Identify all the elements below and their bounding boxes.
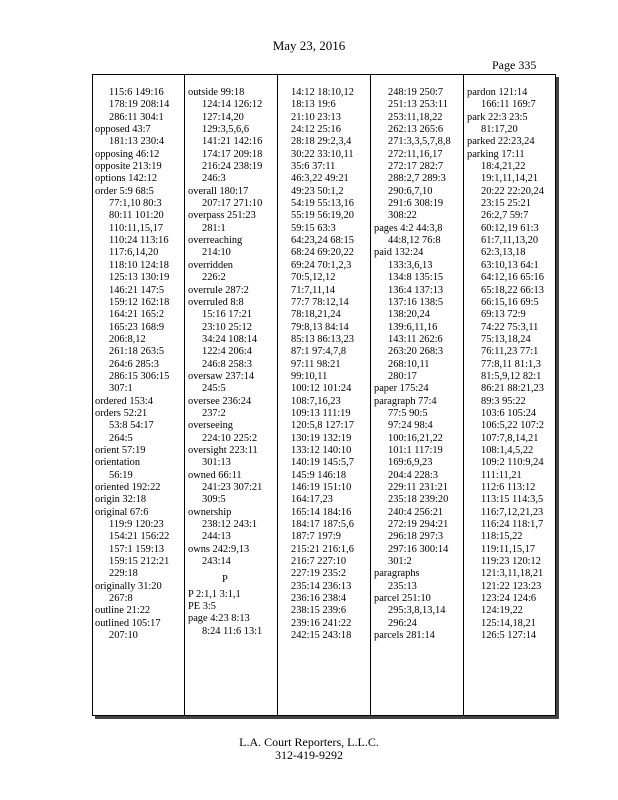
index-term-line: overruled 8:8: [188, 296, 244, 308]
index-term-line: outline 21:22: [95, 605, 151, 617]
index-reference-line: 97:24 98:4: [388, 420, 433, 432]
index-term-line: owns 242:9,13: [188, 543, 250, 555]
index-reference-line: 286:11 304:1: [109, 111, 164, 123]
index-reference-line: 246:8 258:3: [202, 358, 252, 370]
index-term-line: 71:7,11,14: [291, 284, 336, 296]
index-reference-line: 272:17 282:7: [388, 161, 444, 173]
index-term-line: 87:1 97:4,7,8: [291, 346, 347, 358]
index-reference-line: 263:20 268:3: [388, 346, 444, 358]
index-reference-line: 237:2: [202, 407, 226, 419]
index-reference-line: 77:5 90:5: [388, 407, 428, 419]
page-number: Page 335: [492, 58, 537, 72]
index-reference-line: 34:24 108:14: [202, 333, 258, 345]
index-reference-line: 112:6 113:12: [481, 482, 536, 493]
index-term-line: orientation: [95, 457, 141, 469]
index-reference-line: 133:3,6,13: [388, 259, 433, 271]
index-term-line: options 142:12: [95, 173, 158, 185]
index-term-line: 77:7 78:12,14: [291, 296, 349, 308]
index-reference-line: 119:11,15,17: [481, 543, 536, 555]
index-term-line: paid 132:24: [374, 247, 424, 259]
index-reference-line: 60:12,19 61:3: [481, 222, 539, 234]
index-term-line: origin 32:18: [95, 494, 147, 506]
index-reference-line: 89:3 95:22: [481, 395, 526, 407]
index-reference-line: 116:7,12,21,23: [481, 506, 544, 518]
index-reference-line: 74:22 75:3,11: [481, 321, 539, 333]
index-term-line: pages 4:2 44:3,8: [374, 222, 443, 234]
index-term-line: 227:19 235:2: [291, 568, 347, 580]
index-term-line: parking 17:11: [467, 148, 525, 160]
index-reference-line: 115:6 149:16: [109, 87, 164, 98]
index-term-line: 145:9 146:18: [291, 469, 347, 481]
index-term-line: 236:16 238:4: [291, 593, 347, 605]
index-term-line: 187:7 197:9: [291, 531, 341, 543]
index-reference-line: 207:17 271:10: [202, 198, 263, 210]
index-reference-line: 18:4,21,22: [481, 161, 526, 173]
index-reference-line: 244:13: [202, 531, 231, 543]
index-reference-line: 8:24 11:6 13:1: [202, 625, 263, 637]
index-reference-line: 290:6,7,10: [388, 185, 433, 197]
index-reference-line: 286:15 306:15: [109, 370, 170, 382]
index-reference-line: 53:8 54:17: [109, 420, 154, 432]
index-reference-line: 309:5: [202, 494, 226, 506]
index-reference-line: 129:3,5,6,6: [202, 124, 250, 136]
index-term-line: PE 3:5: [188, 601, 217, 613]
index-reference-line: 134:8 135:15: [388, 272, 444, 284]
index-reference-line: 141:21 142:16: [202, 136, 263, 148]
index-reference-line: 264:5: [109, 432, 133, 444]
index-term-line: 238:15 239:6: [291, 605, 347, 617]
index-reference-line: 262:13 265:6: [388, 124, 444, 136]
index-reference-line: 124:19,22: [481, 605, 523, 617]
index-term-line: 239:16 241:22: [291, 617, 352, 629]
index-term-line: 69:24 70:1,2,3: [291, 259, 352, 271]
index-reference-line: 26:2,7 59:7: [481, 210, 529, 222]
index-reference-line: 123:24 124:6: [481, 593, 537, 605]
index-reference-line: 122:4 206:4: [202, 346, 252, 358]
index-term-line: oriented 192:22: [95, 482, 161, 493]
index-reference-line: 226:2: [202, 272, 226, 284]
index-reference-line: 243:14: [202, 556, 231, 568]
index-reference-line: 110:24 113:16: [109, 235, 169, 247]
index-term-line: ordered 153:4: [95, 395, 153, 407]
index-reference-line: 101:1 117:19: [388, 444, 443, 456]
index-reference-line: 106:5,22 107:2: [481, 420, 544, 432]
index-reference-line: 125:14,18,21: [481, 617, 536, 629]
index-reference-line: 81:17,20: [481, 124, 518, 136]
index-reference-line: 116:24 118:1,7: [481, 519, 544, 531]
index-term-line: 184:17 187:5,6: [291, 519, 354, 531]
index-reference-line: 288:2,7 289:3: [388, 173, 446, 185]
index-term-line: 97:11 98:21: [291, 358, 341, 370]
index-term-line: 216:7 227:10: [291, 556, 347, 568]
index-term-line: outlined 105:17: [95, 617, 161, 629]
index-reference-line: 224:10 225:2: [202, 432, 258, 444]
index-term-line: 140:19 145:5,7: [291, 457, 354, 469]
index-term-line: 28:18 29:2,3,4: [291, 136, 352, 148]
index-column-2: [188, 87, 262, 638]
index-reference-line: 86:21 88:21,23: [481, 383, 544, 395]
footer-company: L.A. Court Reporters, L.L.C.: [239, 735, 379, 749]
index-reference-line: 181:13 230:4: [109, 136, 165, 148]
index-reference-line: 268:10,11: [388, 358, 430, 370]
index-term-line: overpass 251:23: [188, 210, 256, 222]
index-frame: [92, 74, 556, 716]
index-term-line: page 4:23 8:13: [188, 613, 250, 625]
index-reference-line: 108:1,4,5,22: [481, 444, 534, 456]
index-reference-line: 229:11 231:21: [388, 482, 448, 493]
index-term-line: 49:23 50:1,2: [291, 185, 344, 197]
index-reference-line: 80:11 101:20: [109, 210, 164, 222]
index-term-line: overreaching: [188, 235, 243, 247]
index-term-line: 109:13 111:19: [291, 407, 351, 419]
index-term-line: 165:14 184:16: [291, 506, 352, 518]
index-reference-line: 117:6,14,20: [109, 247, 159, 259]
index-reference-line: 62:3,13,18: [481, 247, 526, 259]
index-term-line: paper 175:24: [374, 383, 429, 395]
index-term-line: 120:5,8 127:17: [291, 420, 354, 432]
index-column-3: [291, 87, 354, 642]
index-reference-line: 138:20,24: [388, 309, 430, 321]
index-reference-line: 206:8,12: [109, 333, 146, 345]
index-reference-line: 246:3: [202, 173, 226, 185]
index-reference-line: 248:19 250:7: [388, 87, 444, 98]
index-column-5: [467, 87, 544, 642]
index-term-line: 100:12 101:24: [291, 383, 352, 395]
index-reference-line: 267:8: [109, 593, 133, 605]
index-reference-line: 157:1 159:13: [109, 543, 165, 555]
index-reference-line: 229:18: [109, 568, 138, 580]
index-reference-line: 159:15 212:21: [109, 556, 170, 568]
index-reference-line: 119:23 120:12: [481, 556, 541, 568]
index-reference-line: 169:6,9,23: [388, 457, 433, 469]
index-term-line: 21:10 23:13: [291, 111, 341, 123]
index-reference-line: 103:6 105:24: [481, 407, 537, 419]
index-term-line: 108:7,16,23: [291, 395, 341, 407]
index-section-letter: P: [222, 574, 228, 586]
index-term-line: oversaw 237:14: [188, 370, 255, 382]
index-reference-line: 159:12 162:18: [109, 296, 170, 308]
index-reference-line: 296:18 297:3: [388, 531, 444, 543]
index-reference-line: 238:12 243:1: [202, 519, 258, 531]
index-reference-line: 110:11,15,17: [109, 222, 164, 234]
index-term-line: oversight 223:11: [188, 444, 258, 456]
index-reference-line: 154:21 156:22: [109, 531, 170, 543]
index-reference-line: 296:24: [388, 617, 417, 629]
index-reference-line: 301:2: [388, 556, 412, 568]
index-reference-line: 19:1,11,14,21: [481, 173, 539, 185]
index-reference-line: 65:18,22 66:13: [481, 284, 544, 296]
index-term-line: 24:12 25:16: [291, 124, 341, 136]
index-column-4: [374, 87, 451, 642]
index-reference-line: 75:13,18,24: [481, 333, 531, 345]
index-reference-line: 118:15,22: [481, 531, 523, 543]
column-divider: [277, 75, 278, 715]
header-date: May 23, 2016: [272, 38, 346, 53]
index-term-line: paragraphs: [374, 568, 420, 580]
index-reference-line: 214:10: [202, 247, 231, 259]
index-reference-line: 61:7,11,13,20: [481, 235, 539, 247]
index-term-line: park 22:3 23:5: [467, 111, 528, 123]
index-reference-line: 297:16 300:14: [388, 543, 449, 555]
index-reference-line: 64:12,16 65:16: [481, 272, 544, 284]
index-term-line: 68:24 69:20,22: [291, 247, 354, 259]
index-reference-line: 251:13 253:11: [388, 99, 448, 111]
index-reference-line: 240:4 256:21: [388, 506, 444, 518]
index-term-line: 30:22 33:10,11: [291, 148, 354, 160]
index-term-line: 78:18,21,24: [291, 309, 341, 321]
index-term-line: overrule 287:2: [188, 284, 249, 296]
index-term-line: orient 57:19: [95, 444, 146, 456]
index-reference-line: 20:22 22:20,24: [481, 185, 544, 197]
index-reference-line: 125:13 130:19: [109, 272, 170, 284]
index-reference-line: 127:14,20: [202, 111, 244, 123]
index-term-line: 146:19 151:10: [291, 482, 352, 493]
index-reference-line: 100:16,21,22: [388, 432, 443, 444]
index-term-line: orders 52:21: [95, 407, 148, 419]
index-term-line: paragraph 77:4: [374, 395, 437, 407]
index-term-line: 18:13 19:6: [291, 99, 336, 111]
index-term-line: parked 22:23,24: [467, 136, 535, 148]
index-column-1: [95, 87, 169, 642]
index-term-line: opposing 46:12: [95, 148, 160, 160]
index-term-line: original 67:6: [95, 506, 149, 518]
index-term-line: 35:6 37:11: [291, 161, 336, 173]
index-term-line: opposed 43:7: [95, 124, 151, 136]
index-term-line: owned 66:11: [188, 469, 242, 481]
index-reference-line: 124:14 126:12: [202, 99, 263, 111]
index-reference-line: 76:11,23 77:1: [481, 346, 539, 358]
index-reference-line: 166:11 169:7: [481, 99, 536, 111]
index-reference-line: 109:2 110:9,24: [481, 457, 544, 469]
index-term-line: 130:19 132:19: [291, 432, 352, 444]
index-reference-line: 81:5,9,12 82:1: [481, 370, 542, 382]
index-reference-line: 139:6,11,16: [388, 321, 438, 333]
index-reference-line: 204:4 228:3: [388, 469, 438, 481]
index-reference-line: 15:16 17:21: [202, 309, 252, 321]
index-term-line: pardon 121:14: [467, 87, 528, 98]
index-reference-line: 235:18 239:20: [388, 494, 449, 506]
index-reference-line: 119:9 120:23: [109, 519, 164, 531]
index-reference-line: 146:21 147:5: [109, 284, 165, 296]
index-reference-line: 295:3,8,13,14: [388, 605, 446, 617]
index-reference-line: 56:19: [109, 469, 133, 481]
index-reference-line: 174:17 209:18: [202, 148, 263, 160]
index-reference-line: 137:16 138:5: [388, 296, 444, 308]
index-reference-line: 253:11,18,22: [388, 111, 443, 123]
index-term-line: outside 99:18: [188, 87, 245, 98]
index-term-line: 70:5,12,12: [291, 272, 336, 284]
index-reference-line: 63:10,13 64:1: [481, 259, 539, 271]
index-reference-line: 44:8,12 76:8: [388, 235, 441, 247]
index-term-line: opposite 213:19: [95, 161, 162, 173]
index-reference-line: 280:17: [388, 370, 417, 382]
index-reference-line: 271:3,3,5,7,8,8: [388, 136, 451, 148]
index-reference-line: 307:1: [109, 383, 133, 395]
index-reference-line: 178:19 208:14: [109, 99, 170, 111]
column-divider: [184, 75, 185, 715]
index-reference-line: 126:5 127:14: [481, 630, 537, 642]
index-reference-line: 245:5: [202, 383, 226, 395]
index-reference-line: 66:15,16 69:5: [481, 296, 539, 308]
index-reference-line: 301:13: [202, 457, 231, 469]
index-term-line: overall 180:17: [188, 185, 249, 197]
index-reference-line: 235:13: [388, 580, 417, 592]
index-reference-line: 261:18 263:5: [109, 346, 165, 358]
column-divider: [370, 75, 371, 715]
index-term-line: overseeing: [188, 420, 234, 432]
index-term-line: 85:13 86:13,23: [291, 333, 354, 345]
index-reference-line: 308:22: [388, 210, 417, 222]
index-reference-line: 164:21 165:2: [109, 309, 165, 321]
index-reference-line: 118:10 124:18: [109, 259, 169, 271]
index-term-line: parcels 281:14: [374, 630, 435, 642]
index-reference-line: 241:23 307:21: [202, 482, 263, 493]
index-term-line: 59:15 63:3: [291, 222, 336, 234]
index-reference-line: 23:10 25:12: [202, 321, 252, 333]
index-reference-line: 23:15 25:21: [481, 198, 531, 210]
index-reference-line: 121:3,11,18,21: [481, 568, 544, 580]
index-reference-line: 272:19 294:21: [388, 519, 449, 531]
index-term-line: 55:19 56:19,20: [291, 210, 354, 222]
index-term-line: originally 31:20: [95, 580, 162, 592]
index-term-line: 14:12 18:10,12: [291, 87, 354, 98]
index-reference-line: 107:7,8,14,21: [481, 432, 539, 444]
index-reference-line: 77:1,10 80:3: [109, 198, 162, 210]
index-reference-line: 143:11 262:6: [388, 333, 443, 345]
index-reference-line: 272:11,16,17: [388, 148, 443, 160]
index-reference-line: 291:6 308:19: [388, 198, 444, 210]
index-reference-line: 207:10: [109, 630, 138, 642]
index-reference-line: 77:8,11 81:1,3: [481, 358, 541, 370]
index-term-line: order 5:9 68:5: [95, 185, 154, 197]
index-term-line: 235:14 236:13: [291, 580, 352, 592]
index-term-line: 164:17,23: [291, 494, 333, 506]
index-term-line: overridden: [188, 259, 234, 271]
index-term-line: 79:8,13 84:14: [291, 321, 349, 333]
column-divider: [463, 75, 464, 715]
index-term-line: ownership: [188, 506, 232, 518]
index-reference-line: 113:15 114:3,5: [481, 494, 544, 506]
index-term-line: 215:21 216:1,6: [291, 543, 354, 555]
index-term-line: 99:10,11: [291, 370, 328, 382]
index-term-line: 242:15 243:18: [291, 630, 352, 642]
index-reference-line: 165:23 168:9: [109, 321, 165, 333]
index-term-line: 64:23,24 68:15: [291, 235, 354, 247]
index-reference-line: 264:6 285:3: [109, 358, 159, 370]
index-term-line: oversee 236:24: [188, 395, 252, 407]
index-term-line: parcel 251:10: [374, 593, 431, 605]
index-reference-line: 111:11,21: [481, 469, 522, 481]
index-term-line: 54:19 55:13,16: [291, 198, 354, 210]
index-reference-line: 281:1: [202, 222, 226, 234]
index-reference-line: 136:4 137:13: [388, 284, 444, 296]
index-reference-line: 121:22 123:23: [481, 580, 542, 592]
index-term-line: 133:12 140:10: [291, 444, 352, 456]
footer-phone: 312-419-9292: [275, 748, 343, 762]
index-term-line: 46:3,22 49:21: [291, 173, 349, 185]
index-reference-line: 216:24 238:19: [202, 161, 263, 173]
index-term-line: P 2:1,1 3:1,1: [188, 588, 241, 600]
index-reference-line: 69:13 72:9: [481, 309, 526, 321]
